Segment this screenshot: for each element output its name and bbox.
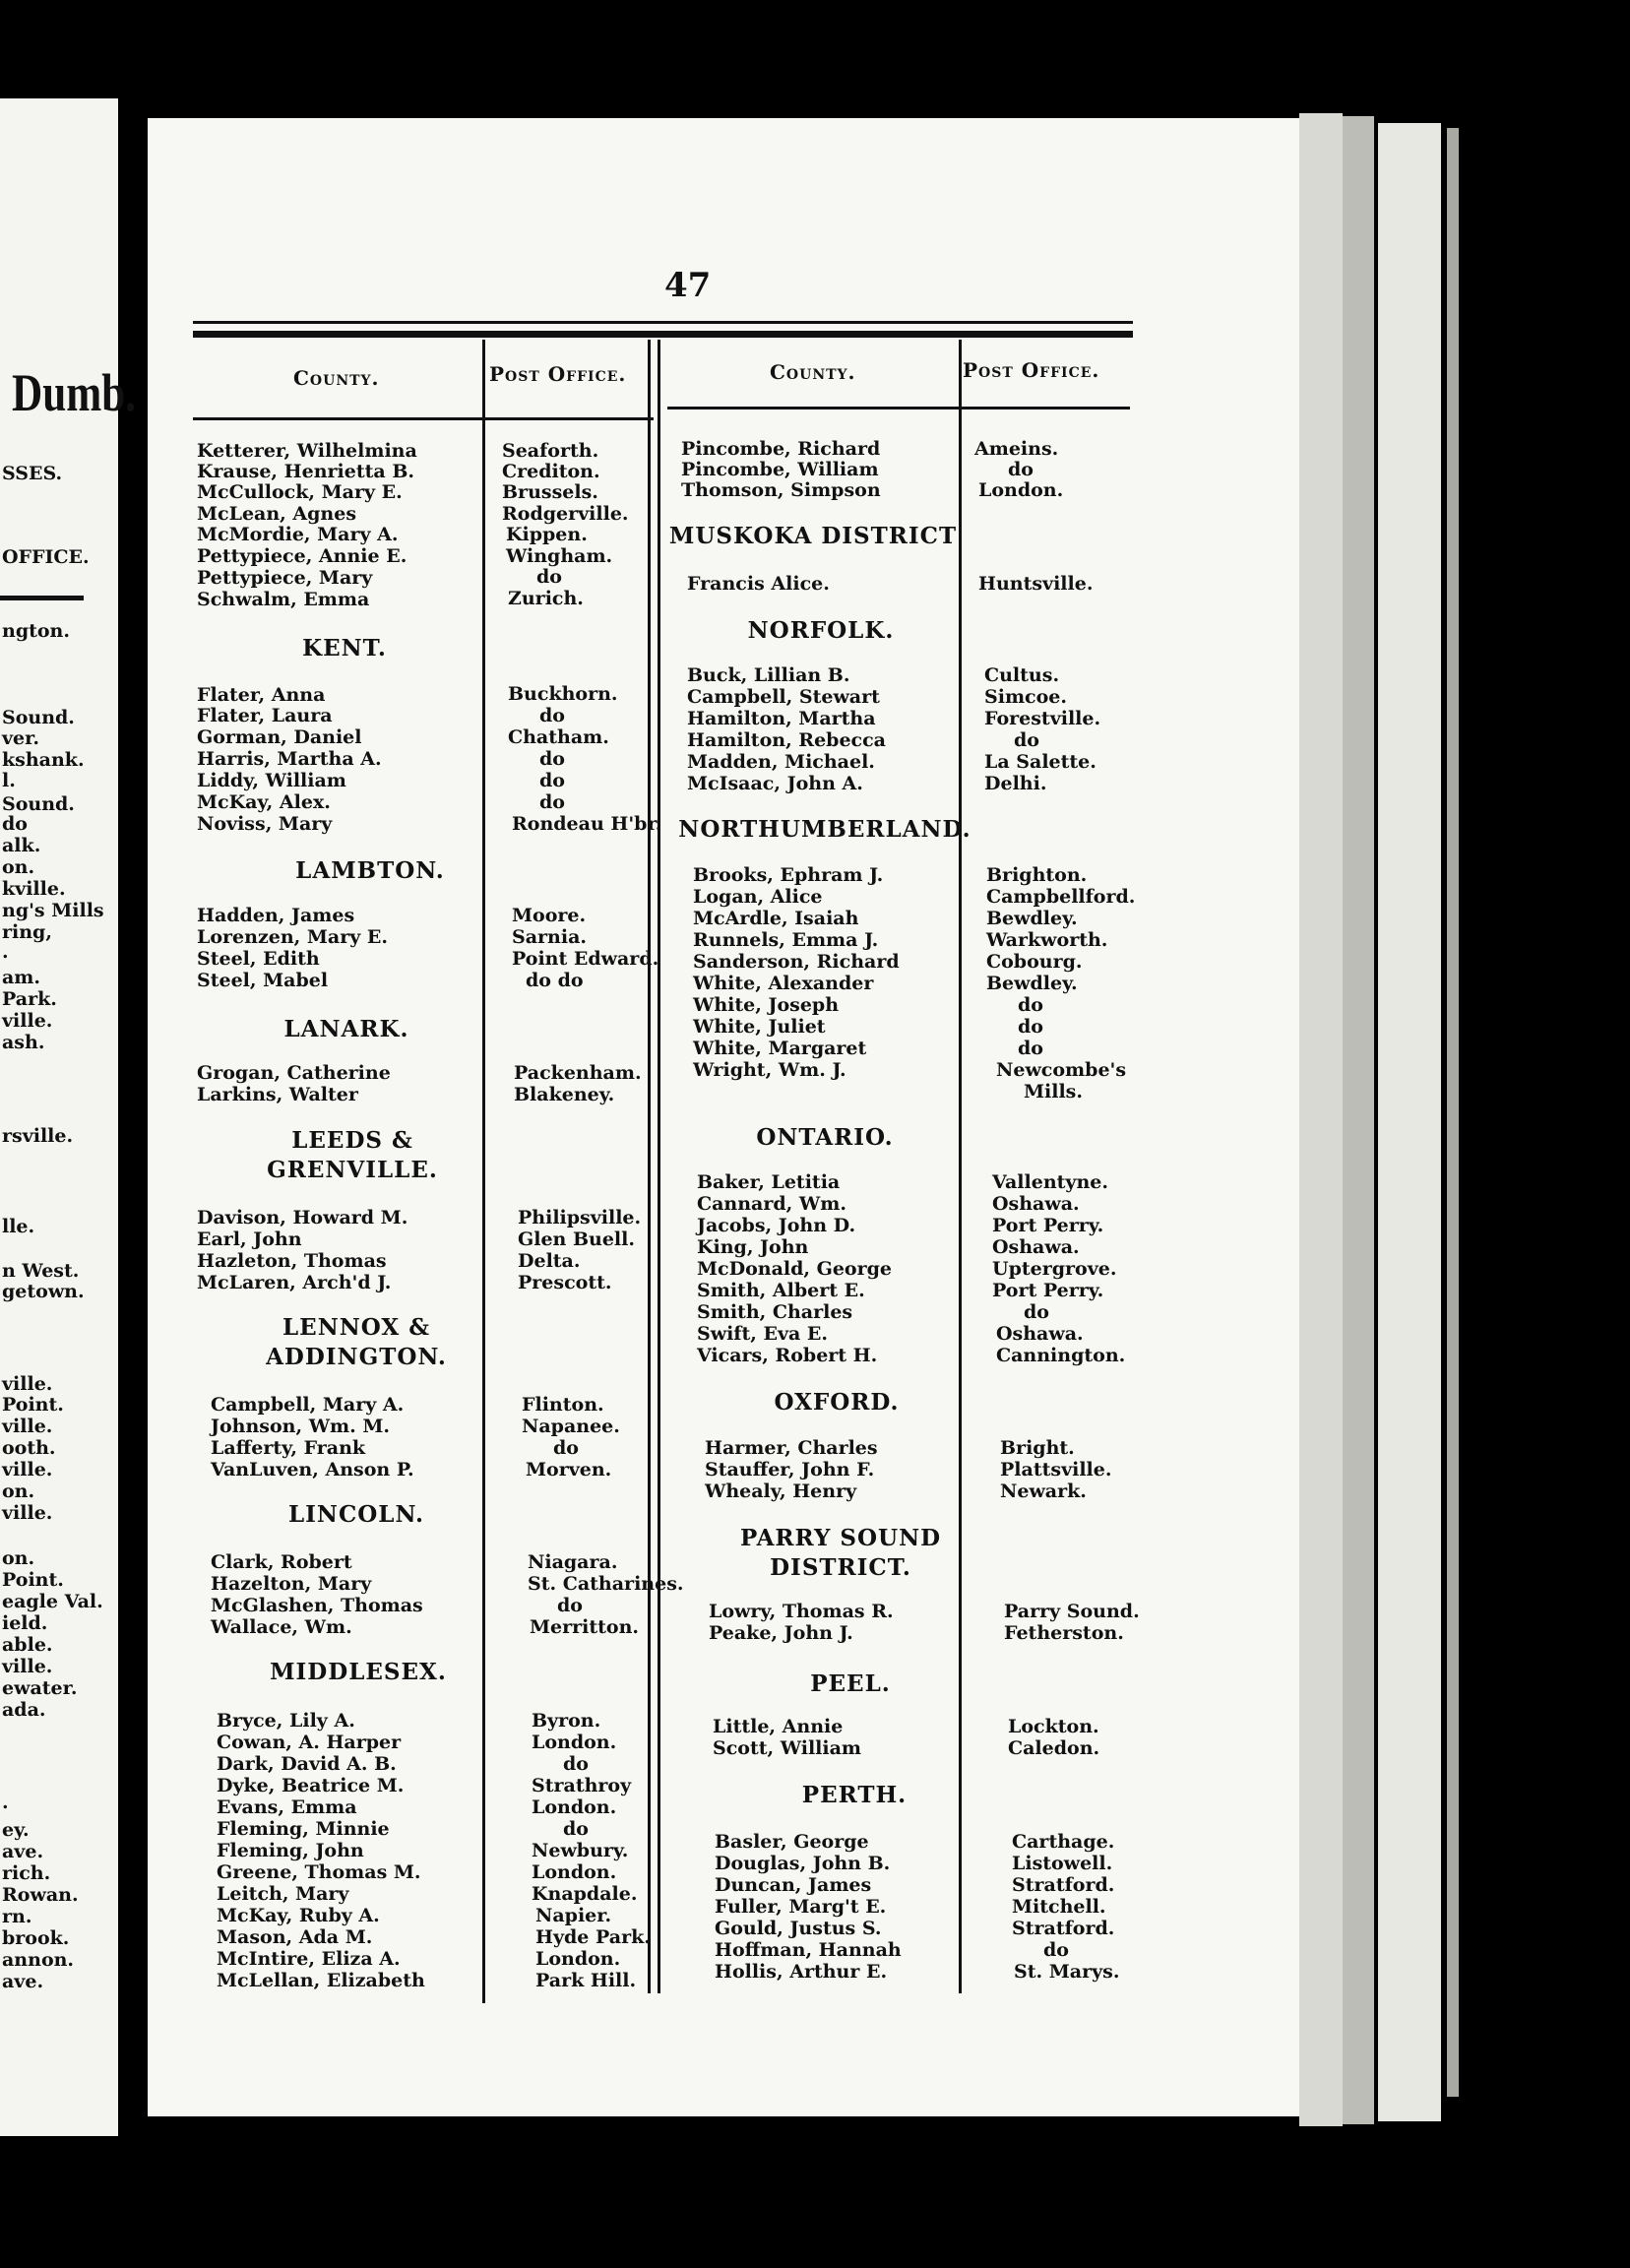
resident-name: Noviss, Mary — [197, 813, 333, 835]
post-office: Newark. — [1000, 1480, 1087, 1502]
post-office: do — [536, 566, 562, 588]
previous-page-line: ey. — [2, 1819, 30, 1841]
resident-name: Pincombe, William — [681, 459, 879, 480]
post-office: Bewdley. — [986, 973, 1078, 994]
resident-name: Basler, George — [715, 1831, 869, 1853]
previous-page-line: n West. — [2, 1260, 80, 1282]
previous-page-line: able. — [2, 1634, 53, 1656]
post-office: London. — [978, 479, 1064, 501]
post-office: Point Edward. — [512, 948, 659, 970]
resident-name: Lafferty, Frank — [211, 1437, 366, 1459]
resident-name: Campbell, Mary A. — [211, 1394, 405, 1416]
previous-page-line: Sound. — [2, 707, 75, 728]
county-heading: GRENVILLE. — [267, 1157, 438, 1183]
resident-name: Scott, William — [713, 1737, 862, 1759]
previous-page-line: l. — [2, 770, 16, 791]
post-office: Huntsville. — [978, 573, 1094, 595]
resident-name: Logan, Alice — [693, 886, 823, 908]
resident-name: White, Margaret — [693, 1038, 867, 1059]
previous-page-line: brook. — [2, 1927, 70, 1949]
resident-name: Gould, Justus S. — [715, 1918, 882, 1939]
resident-name: Smith, Charles — [697, 1301, 853, 1323]
resident-name: Jacobs, John D. — [697, 1215, 856, 1236]
post-office: do — [1008, 459, 1034, 480]
page-edge — [1378, 123, 1441, 2121]
post-office: Ameins. — [974, 438, 1059, 460]
post-office: do — [1018, 994, 1043, 1016]
resident-name: Bryce, Lily A. — [217, 1710, 355, 1732]
resident-name: Stauffer, John F. — [705, 1459, 875, 1480]
post-office: London. — [532, 1861, 617, 1883]
resident-name: Pettypiece, Mary — [197, 567, 373, 589]
resident-name: Pincombe, Richard — [681, 438, 881, 460]
previous-page-line: kville. — [2, 878, 66, 900]
resident-name: Vicars, Robert H. — [697, 1345, 878, 1366]
previous-page-line: . — [2, 1792, 9, 1813]
post-office: Mills. — [1024, 1081, 1083, 1102]
previous-page-line: ada. — [2, 1699, 46, 1721]
header-post-office-right: Post Office. — [963, 358, 1100, 382]
resident-name: Baker, Letitia — [697, 1171, 841, 1193]
post-office: Rondeau H'br. — [512, 813, 662, 835]
resident-name: Hamilton, Martha — [687, 708, 876, 729]
county-heading: LANARK. — [283, 1016, 409, 1042]
resident-name: Fuller, Marg't E. — [715, 1896, 887, 1918]
resident-name: Smith, Albert E. — [697, 1280, 865, 1301]
post-office: Forestville. — [984, 708, 1101, 729]
post-office: Philipsville. — [518, 1207, 642, 1228]
header-rule-left — [193, 417, 654, 420]
column-divider — [959, 340, 962, 1993]
header-county-left: County. — [293, 366, 380, 390]
post-office: Port Perry. — [992, 1280, 1104, 1301]
previous-page-line: on. — [2, 1547, 35, 1569]
resident-name: Mason, Ada M. — [217, 1926, 373, 1948]
post-office: Caledon. — [1008, 1737, 1100, 1759]
resident-name: Schwalm, Emma — [197, 589, 370, 610]
county-heading: LEEDS & — [291, 1127, 413, 1154]
post-office: Carthage. — [1012, 1831, 1115, 1853]
post-office: Napanee. — [522, 1416, 620, 1437]
post-office: Cobourg. — [986, 951, 1083, 973]
county-heading: PERTH. — [801, 1782, 908, 1808]
resident-name: Lorenzen, Mary E. — [197, 926, 388, 948]
post-office: Simcoe. — [984, 686, 1067, 708]
resident-name: Fleming, John — [217, 1840, 364, 1861]
post-office: Oshawa. — [992, 1236, 1080, 1258]
post-office: Plattsville. — [1000, 1459, 1112, 1480]
resident-name: Brooks, Ephram J. — [693, 864, 884, 886]
post-office: St. Marys. — [1014, 1961, 1120, 1983]
page-edge — [1299, 113, 1343, 2126]
resident-name: Hoffman, Hannah — [715, 1939, 902, 1961]
resident-name: Liddy, William — [197, 770, 346, 791]
resident-name: McMordie, Mary A. — [197, 524, 399, 545]
post-office: Kippen. — [506, 524, 588, 545]
resident-name: Pettypiece, Annie E. — [197, 545, 408, 567]
resident-name: Hadden, James — [197, 905, 355, 926]
post-office: Newcombe's — [996, 1059, 1127, 1081]
previous-page-line: ville. — [2, 1010, 53, 1032]
resident-name: McDonald, George — [697, 1258, 892, 1280]
previous-page-line: ave. — [2, 1841, 44, 1862]
resident-name: Sanderson, Richard — [693, 951, 900, 973]
county-heading: ADDINGTON. — [266, 1344, 447, 1370]
resident-name: Duncan, James — [715, 1874, 872, 1896]
resident-name: Grogan, Catherine — [197, 1062, 391, 1084]
post-office: do — [539, 705, 565, 726]
previous-page-line: Point. — [2, 1569, 64, 1591]
previous-page-fragment — [0, 98, 137, 2136]
resident-name: Madden, Michael. — [687, 751, 875, 773]
resident-name: Fleming, Minnie — [217, 1818, 390, 1840]
previous-page-line: . — [2, 941, 9, 963]
post-office: do — [1043, 1939, 1069, 1961]
post-office: do do — [526, 970, 584, 991]
header-rule-right — [667, 407, 1130, 410]
resident-name: VanLuven, Anson P. — [211, 1459, 414, 1480]
resident-name: McIsaac, John A. — [687, 773, 863, 794]
post-office: London. — [532, 1796, 617, 1818]
top-rule-thick — [193, 331, 1133, 338]
post-office: Listowell. — [1012, 1853, 1113, 1874]
post-office: Niagara. — [528, 1551, 618, 1573]
resident-name: Wright, Wm. J. — [693, 1059, 846, 1081]
county-heading: LAMBTON. — [295, 857, 445, 884]
resident-name: Wallace, Wm. — [211, 1616, 352, 1638]
post-office: do — [563, 1753, 589, 1775]
previous-page-line: ring, — [2, 921, 52, 943]
resident-name: McCullock, Mary E. — [197, 481, 403, 503]
county-heading: KENT. — [302, 635, 387, 662]
post-office: Knapdale. — [532, 1883, 638, 1905]
resident-name: Campbell, Stewart — [687, 686, 880, 708]
resident-name: Hamilton, Rebecca — [687, 729, 886, 751]
post-office: Prescott. — [518, 1272, 612, 1293]
header-post-office-left: Post Office. — [489, 362, 627, 386]
post-office: do — [539, 791, 565, 813]
previous-page-line: OFFICE. — [2, 546, 90, 568]
page-number: 47 — [664, 266, 712, 305]
resident-name: Cowan, A. Harper — [217, 1732, 402, 1753]
post-office: Rodgerville. — [502, 503, 629, 525]
resident-name: McKay, Alex. — [197, 791, 331, 813]
resident-name: Thomson, Simpson — [681, 479, 881, 501]
post-office: Stratford. — [1012, 1918, 1115, 1939]
resident-name: Buck, Lillian B. — [687, 664, 850, 686]
post-office: do — [539, 748, 565, 770]
resident-name: Earl, John — [197, 1228, 302, 1250]
resident-name: Hazelton, Mary — [211, 1573, 372, 1595]
resident-name: Little, Annie — [713, 1716, 844, 1737]
resident-name: Whealy, Henry — [705, 1480, 857, 1502]
resident-name: Dark, David A. B. — [217, 1753, 397, 1775]
county-heading: OXFORD. — [774, 1389, 900, 1416]
previous-page-line: ng's Mills — [2, 900, 104, 921]
resident-name: Leitch, Mary — [217, 1883, 349, 1905]
resident-name: Larkins, Walter — [197, 1084, 358, 1105]
previous-page-line: rn. — [2, 1906, 32, 1927]
resident-name: Peake, John J. — [709, 1622, 853, 1644]
previous-page-line: rich. — [2, 1862, 51, 1884]
resident-name: Johnson, Wm. M. — [211, 1416, 391, 1437]
resident-name: McLaren, Arch'd J. — [197, 1272, 392, 1293]
column-divider — [648, 340, 651, 1993]
resident-name: Runnels, Emma J. — [693, 929, 879, 951]
resident-name: Clark, Robert — [211, 1551, 352, 1573]
previous-page-line: ooth. — [2, 1437, 56, 1459]
post-office: Sarnia. — [512, 926, 587, 948]
post-office: Uptergrove. — [992, 1258, 1117, 1280]
resident-name: Steel, Mabel — [197, 970, 329, 991]
post-office: London. — [532, 1732, 617, 1753]
post-office: do — [1014, 729, 1039, 751]
post-office: Delta. — [518, 1250, 581, 1272]
post-office: Vallentyne. — [992, 1171, 1108, 1193]
previous-page-line: do — [2, 813, 28, 835]
county-heading: LENNOX & — [282, 1314, 430, 1341]
previous-page-line: ville. — [2, 1656, 53, 1677]
resident-name: Cannard, Wm. — [697, 1193, 846, 1215]
previous-page-line: ver. — [2, 727, 40, 749]
resident-name: McGlashen, Thomas — [211, 1595, 423, 1616]
post-office: Mitchell. — [1012, 1896, 1106, 1918]
county-heading: MIDDLESEX. — [270, 1659, 447, 1685]
previous-page-line: ave. — [2, 1971, 44, 1992]
resident-name: McArdle, Isaiah — [693, 908, 859, 929]
post-office: Crediton. — [502, 461, 600, 482]
previous-page-line: on. — [2, 856, 35, 878]
post-office: Wingham. — [506, 545, 613, 567]
post-office: Warkworth. — [986, 929, 1108, 951]
county-heading: ONTARIO. — [756, 1124, 894, 1151]
post-office: Moore. — [512, 905, 587, 926]
previous-page-line: Park. — [2, 988, 57, 1010]
resident-name: McLellan, Elizabeth — [217, 1970, 425, 1991]
resident-name: Steel, Edith — [197, 948, 320, 970]
post-office: Morven. — [526, 1459, 612, 1480]
previous-page-line: getown. — [2, 1281, 85, 1302]
post-office: Fetherston. — [1004, 1622, 1124, 1644]
post-office: do — [539, 770, 565, 791]
resident-name: Francis Alice. — [687, 573, 830, 595]
previous-page-line: ville. — [2, 1416, 53, 1437]
resident-name: Harmer, Charles — [705, 1437, 878, 1459]
post-office: Bewdley. — [986, 908, 1078, 929]
post-office: Hyde Park. — [535, 1926, 651, 1948]
previous-page-line: am. — [2, 967, 41, 988]
previous-page-line: ewater. — [2, 1677, 78, 1699]
resident-name: Gorman, Daniel — [197, 726, 362, 748]
post-office: Packenham. — [514, 1062, 642, 1084]
post-office: St. Catharines. — [528, 1573, 684, 1595]
county-heading: PARRY SOUND — [739, 1525, 942, 1551]
post-office: Merritton. — [530, 1616, 640, 1638]
resident-name: Hazleton, Thomas — [197, 1250, 387, 1272]
previous-page-line: Rowan. — [2, 1884, 79, 1906]
post-office: Blakeney. — [514, 1084, 615, 1105]
previous-page-line: ngton. — [2, 620, 70, 642]
previous-page-line: ield. — [2, 1612, 48, 1634]
county-heading: LINCOLN. — [287, 1501, 425, 1528]
post-office: do — [563, 1818, 589, 1840]
resident-name: King, John — [697, 1236, 809, 1258]
previous-page-line: ville. — [2, 1459, 53, 1480]
previous-page-line: alk. — [2, 835, 41, 856]
post-office: do — [1024, 1301, 1049, 1323]
previous-page-line: ville. — [2, 1373, 53, 1395]
resident-name: Swift, Eva E. — [697, 1323, 829, 1345]
previous-page-line: Point. — [2, 1394, 64, 1416]
resident-name: White, Joseph — [693, 994, 840, 1016]
previous-page-line: on. — [2, 1480, 35, 1502]
post-office: Brussels. — [502, 481, 598, 503]
resident-name: Douglas, John B. — [715, 1853, 891, 1874]
post-office: Strathroy — [532, 1775, 632, 1796]
resident-name: Evans, Emma — [217, 1796, 357, 1818]
page-edge — [1447, 128, 1459, 2097]
resident-name: McKay, Ruby A. — [217, 1905, 380, 1926]
previous-page-line: rsville. — [2, 1125, 74, 1147]
previous-page-line: Sound. — [2, 793, 75, 815]
post-office: Chatham. — [508, 726, 609, 748]
previous-page-line: ville. — [2, 1502, 53, 1524]
resident-name: White, Alexander — [693, 973, 874, 994]
post-office: La Salette. — [984, 751, 1097, 773]
post-office: Napier. — [535, 1905, 612, 1926]
post-office: Zurich. — [508, 588, 584, 609]
post-office: Port Perry. — [992, 1215, 1104, 1236]
previous-page-title: Dumb. — [12, 363, 137, 422]
resident-name: Dyke, Beatrice M. — [217, 1775, 405, 1796]
post-office: Buckhorn. — [508, 683, 618, 705]
post-office: Parry Sound. — [1004, 1601, 1140, 1622]
previous-page-line: annon. — [2, 1949, 75, 1971]
county-heading: DISTRICT. — [770, 1554, 911, 1581]
resident-name: McIntire, Eliza A. — [217, 1948, 401, 1970]
post-office: Park Hill. — [535, 1970, 637, 1991]
post-office: Lockton. — [1008, 1716, 1099, 1737]
post-office: Oshawa. — [992, 1193, 1080, 1215]
post-office: Brighton. — [986, 864, 1088, 886]
resident-name: White, Juliet — [693, 1016, 826, 1038]
post-office: Seaforth. — [502, 440, 599, 462]
post-office: Newbury. — [532, 1840, 629, 1861]
post-office: Oshawa. — [996, 1323, 1084, 1345]
county-heading: PEEL. — [810, 1670, 891, 1697]
post-office: Bright. — [1000, 1437, 1075, 1459]
resident-name: McLean, Agnes — [197, 503, 357, 525]
resident-name: Ketterer, Wilhelmina — [197, 440, 417, 462]
previous-page-line: lle. — [2, 1216, 35, 1237]
resident-name: Lowry, Thomas R. — [709, 1601, 894, 1622]
resident-name: Harris, Martha A. — [197, 748, 382, 770]
post-office: Stratford. — [1012, 1874, 1115, 1896]
county-heading: MUSKOKA DISTRICT — [668, 523, 958, 549]
column-divider — [658, 340, 660, 1993]
post-office: do — [1018, 1038, 1043, 1059]
resident-name: Hollis, Arthur E. — [715, 1961, 888, 1983]
post-office: Glen Buell. — [518, 1228, 635, 1250]
page-edge — [1343, 116, 1374, 2124]
post-office: Campbellford. — [986, 886, 1136, 908]
previous-page-line: ash. — [2, 1032, 45, 1053]
county-heading: NORTHUMBERLAND. — [678, 816, 972, 843]
top-rule-thin — [193, 321, 1133, 324]
previous-page-rule — [0, 596, 84, 600]
previous-page-line: kshank. — [2, 749, 85, 771]
post-office: do — [553, 1437, 579, 1459]
resident-name: Flater, Laura — [197, 705, 333, 726]
resident-name: Krause, Henrietta B. — [197, 461, 414, 482]
post-office: Cannington. — [996, 1345, 1126, 1366]
header-county-right: County. — [770, 360, 856, 384]
post-office: do — [1018, 1016, 1043, 1038]
post-office: Delhi. — [984, 773, 1047, 794]
post-office: Cultus. — [984, 664, 1060, 686]
previous-page-line: SSES. — [2, 463, 63, 484]
post-office: London. — [535, 1948, 621, 1970]
post-office: Byron. — [532, 1710, 601, 1732]
post-office: Flinton. — [522, 1394, 604, 1416]
county-heading: NORFOLK. — [747, 617, 895, 644]
previous-page-line: eagle Val. — [2, 1591, 103, 1612]
resident-name: Davison, Howard M. — [197, 1207, 408, 1228]
resident-name: Flater, Anna — [197, 684, 326, 706]
resident-name: Greene, Thomas M. — [217, 1861, 421, 1883]
post-office: do — [557, 1595, 583, 1616]
